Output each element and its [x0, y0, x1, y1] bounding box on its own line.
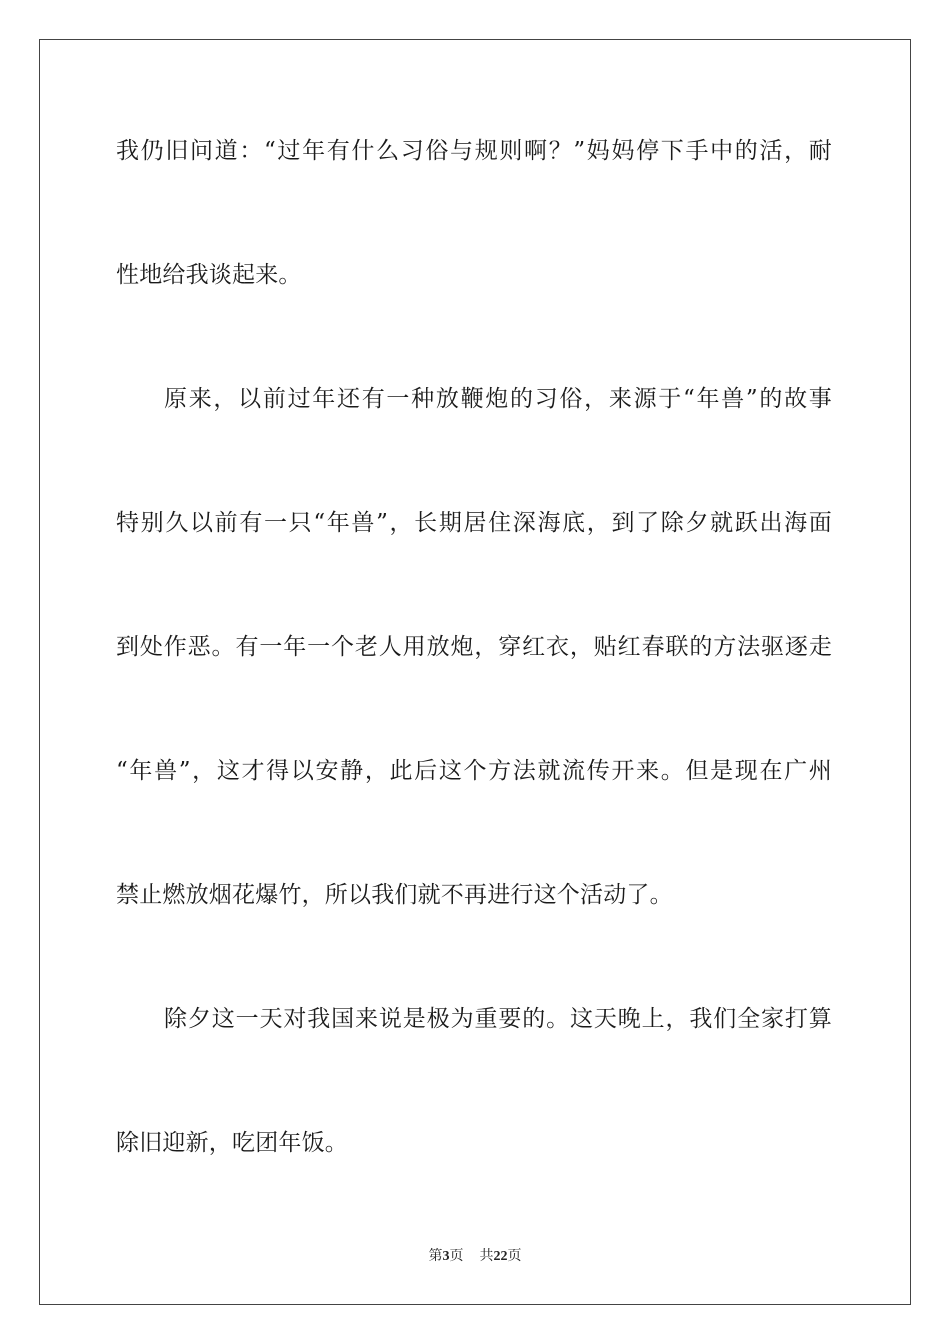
text-line-9: 除旧迎新，吃团年饭。 [116, 1130, 348, 1156]
text-line-1: 我仍旧问道：“过年有什么习俗与规则啊？”妈妈停下手中的活，耐 [116, 138, 832, 164]
page-footer [0, 1247, 950, 1266]
text-line-2: 性地给我谈起来。 [116, 262, 302, 288]
text-line-4: 特别久以前有一只“年兽”，长期居住深海底，到了除夕就跃出海面 [116, 510, 832, 536]
footer-total-prefix: 共 [479, 1248, 494, 1264]
text-line-6: “年兽”，这才得以安静，此后这个方法就流传开来。但是现在广州 [116, 758, 832, 784]
footer-total-suffix: 页 [507, 1248, 522, 1264]
text-line-7: 禁止燃放烟花爆竹，所以我们就不再进行这个活动了。 [116, 882, 673, 908]
footer-prefix: 第 [428, 1248, 443, 1264]
footer-page-word: 页 [449, 1248, 464, 1264]
text-line-8: 除夕这一天对我国来说是极为重要的。这天晚上，我们全家打算 [164, 1006, 832, 1032]
current-page-number: 3 [442, 1249, 450, 1264]
text-line-3: 原来，以前过年还有一种放鞭炮的习俗，来源于“年兽”的故事 [164, 386, 832, 412]
text-line-5: 到处作恶。有一年一个老人用放炮，穿红衣，贴红春联的方法驱逐走 [116, 634, 832, 660]
total-pages-number: 22 [493, 1249, 508, 1264]
page-border [39, 39, 911, 1305]
